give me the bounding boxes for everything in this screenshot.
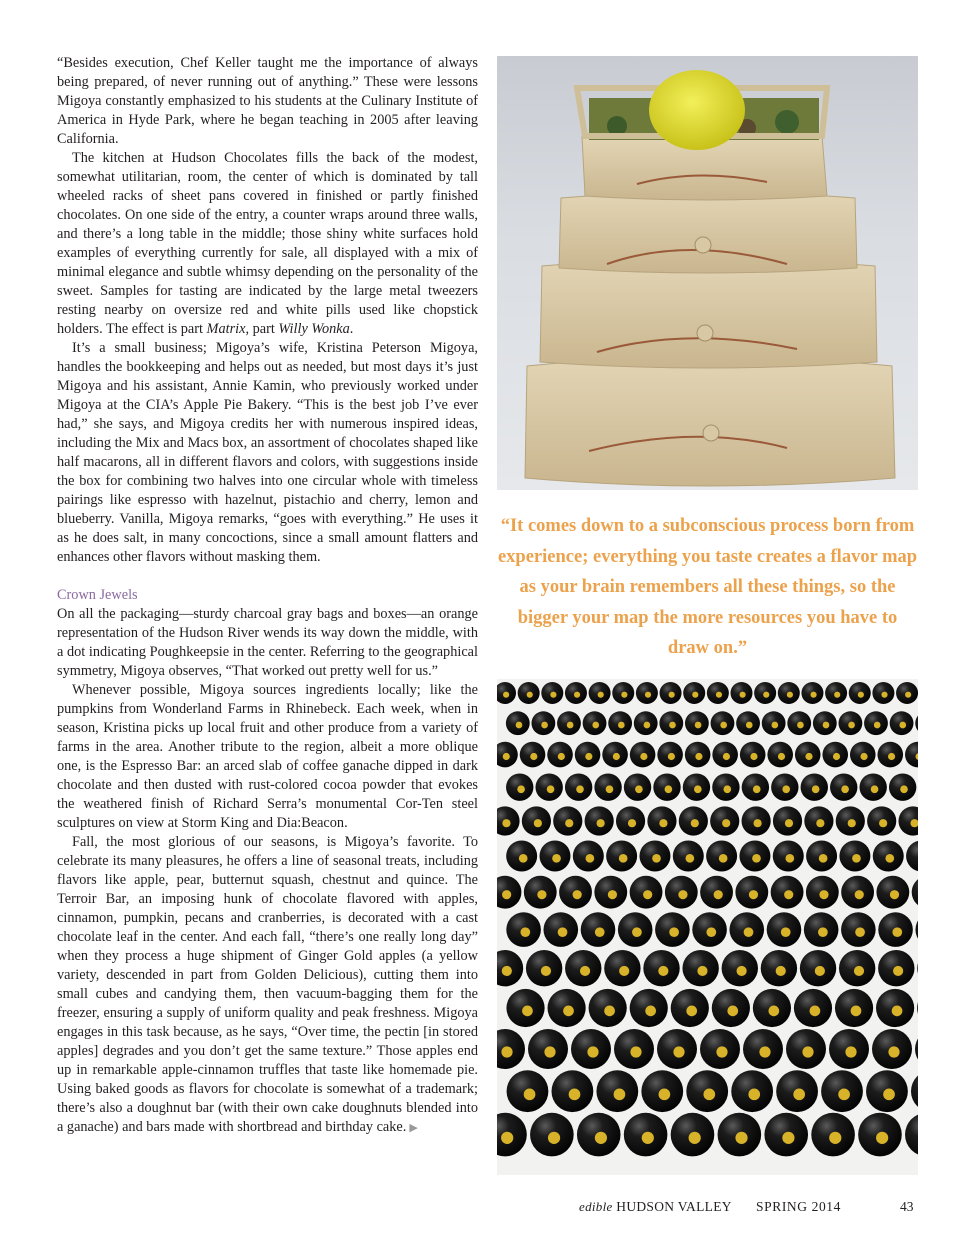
gold-leaf xyxy=(723,753,730,760)
gold-leaf xyxy=(706,927,716,937)
gold-leaf xyxy=(630,1046,641,1057)
gold-leaf xyxy=(740,692,746,698)
gold-leaf xyxy=(678,890,687,899)
gold-leaf xyxy=(522,1006,533,1017)
gold-leaf xyxy=(750,753,757,760)
truffle xyxy=(915,912,918,947)
truffle xyxy=(915,711,918,735)
truffle xyxy=(911,1070,918,1112)
gold-leaf xyxy=(604,1006,615,1017)
gold-leaf xyxy=(569,1088,581,1100)
gold-leaf xyxy=(852,854,861,863)
gold-leaf xyxy=(793,1088,805,1100)
gold-leaf xyxy=(598,692,604,698)
gold-leaf xyxy=(668,753,675,760)
gold-leaf xyxy=(748,1088,760,1100)
gold-leaf xyxy=(628,819,636,827)
gold-leaf xyxy=(716,692,722,698)
right-triangle-icon: ▶ xyxy=(409,1122,418,1134)
photo-stacked-wooden-boxes xyxy=(497,56,918,490)
gold-leaf xyxy=(695,722,702,729)
gold-leaf xyxy=(574,692,580,698)
gold-leaf xyxy=(548,1132,560,1144)
gold-leaf xyxy=(503,753,510,760)
gold-leaf xyxy=(643,890,652,899)
gold-leaf xyxy=(502,819,510,827)
gold-leaf xyxy=(697,966,707,976)
truffle xyxy=(905,742,918,768)
gold-leaf xyxy=(669,692,675,698)
gold-leaf xyxy=(787,692,793,698)
gold-leaf xyxy=(776,966,786,976)
section-subhead: Crown Jewels xyxy=(57,587,138,603)
gold-leaf xyxy=(851,1006,862,1017)
gold-leaf xyxy=(848,819,856,827)
gold-leaf xyxy=(642,1132,654,1144)
gold-leaf xyxy=(759,1046,770,1057)
gold-leaf xyxy=(567,722,574,729)
gold-leaf xyxy=(694,785,702,793)
gold-leaf xyxy=(885,854,894,863)
gold-leaf xyxy=(618,722,625,729)
gold-leaf xyxy=(763,692,769,698)
gold-leaf xyxy=(517,785,525,793)
issue-date: SPRING 2014 xyxy=(756,1199,841,1214)
gold-leaf xyxy=(703,1088,715,1100)
gold-leaf xyxy=(527,692,533,698)
gold-leaf xyxy=(720,722,727,729)
gold-leaf xyxy=(619,854,628,863)
gold-leaf xyxy=(752,854,761,863)
gold-leaf xyxy=(534,819,542,827)
gold-leaf xyxy=(819,854,828,863)
gold-leaf xyxy=(530,753,537,760)
gold-leaf xyxy=(784,890,793,899)
gold-leaf xyxy=(881,692,887,698)
gold-leaf xyxy=(815,966,825,976)
film-title: Matrix xyxy=(206,321,246,337)
gold-leaf xyxy=(892,1006,903,1017)
gold-leaf xyxy=(524,1088,536,1100)
gold-leaf xyxy=(686,1006,697,1017)
paragraph: Fall, the most glorious of our seasons, is Migoya’s favorite. To celebrate its many pleasures, he offers a line of seasonal treats, including flavors like apple, pear, butternut squash, chestnut and quince. The Terroir Bar, an imposing hunk of chocolate flavored with apples, cinnamon, pumpkin, pecans and cranberries, is decorated with a cast chocolate leaf in the center. And each fall, “there’s one really long day” when they process a huge shipment of Ginger Gold apples (a yellow variety, descended in part from Golden Delicious), cutting them into small cubes and candying them, then vacuum-bagging them for the freezer, ensuring a supply of uniform quality and peak freshness. Migoya engages in this task because, as he says, “Over time, the pectin [in stored apples] degrades and you don’t get the same texture.” Those apples end up in remarkable apple-cinnamon truffles that taste like homemade pie. Using baked goods as flavors for chocolate is somewhat of a trademark; there’s also a doughnut bar (with their own cake doughnuts blended into a ganache) and bars made with shortbread and birthday cake. ▶ xyxy=(57,834,478,1135)
gold-leaf xyxy=(735,1132,747,1144)
gold-leaf xyxy=(691,819,699,827)
gold-leaf xyxy=(819,890,828,899)
gold-leaf xyxy=(854,966,864,976)
gold-leaf xyxy=(879,819,887,827)
pull-quote: “It comes down to a subconscious process born from experience; everything you taste creates a flavor map as your brain remembers all these things, so the bigger your map the more resources you have to draw on.” xyxy=(497,516,918,658)
gold-leaf xyxy=(888,753,895,760)
gold-leaf xyxy=(848,722,855,729)
page-footer xyxy=(0,1199,960,1219)
gold-leaf xyxy=(855,927,865,937)
truffle xyxy=(912,876,918,909)
gold-leaf xyxy=(871,785,879,793)
gold-leaf xyxy=(613,753,620,760)
gold-leaf xyxy=(669,927,679,937)
gold-leaf xyxy=(640,753,647,760)
gold-leaf xyxy=(723,785,731,793)
gold-leaf xyxy=(580,966,590,976)
gold-leaf xyxy=(893,966,903,976)
boxes-illustration xyxy=(497,56,918,490)
gold-leaf xyxy=(669,722,676,729)
film-title: Willy Wonka xyxy=(278,321,350,337)
gold-leaf xyxy=(547,785,555,793)
gold-leaf xyxy=(619,966,629,976)
gold-leaf xyxy=(541,966,551,976)
truffle xyxy=(906,841,918,872)
gold-leaf xyxy=(516,722,523,729)
gold-leaf xyxy=(823,722,830,729)
gold-leaf xyxy=(502,966,512,976)
truffle xyxy=(905,1113,918,1157)
gold-leaf xyxy=(749,890,758,899)
gold-leaf xyxy=(614,1088,626,1100)
gold-leaf xyxy=(818,927,828,937)
gold-leaf xyxy=(519,854,528,863)
gold-leaf xyxy=(810,692,816,698)
gold-leaf xyxy=(841,785,849,793)
gold-leaf xyxy=(587,1046,598,1057)
truffle xyxy=(917,989,918,1027)
gold-leaf xyxy=(785,819,793,827)
gold-leaf xyxy=(834,692,840,698)
gold-leaf xyxy=(746,722,753,729)
gold-leaf xyxy=(812,785,820,793)
gold-leaf xyxy=(585,753,592,760)
gold-leaf xyxy=(621,692,627,698)
gold-leaf xyxy=(608,890,617,899)
gold-leaf xyxy=(719,854,728,863)
paragraph: Whenever possible, Migoya sources ingredients locally; like the pumpkins from Wonderland Farms in Rhinebeck. Each week, when in season, Kristina picks up local fruit and other produce from a variety of farms in the area. Another tribute to the region, albeit a more oblique one, is the Espresso Bar: an arced slab of coffee ganache dipped in dark chocolate and then dusted with rust-colored cocoa powder that evokes the weathered finish of Richard Serra’s monumental Cor-Ten steel sculptures on view at Storm King and Dia:Beacon. xyxy=(57,682,478,831)
gold-leaf xyxy=(829,1132,841,1144)
gold-leaf xyxy=(802,1046,813,1057)
gold-leaf xyxy=(501,1132,513,1144)
gold-leaf xyxy=(632,927,642,937)
gold-leaf xyxy=(782,1132,794,1144)
gold-leaf xyxy=(892,927,902,937)
gold-leaf xyxy=(876,1132,888,1144)
gold-leaf xyxy=(635,785,643,793)
gold-leaf xyxy=(592,722,599,729)
gold-leaf xyxy=(520,927,530,937)
paragraph: The kitchen at Hudson Chocolates fills the back of the modest, somewhat utilitarian, room, the center of which is dominated by tall wheeled racks of sheet pans covered in finished or partly finished chocolates. On one side of the entry, a counter wraps around three walls, and there’s a long table in the middle; those shiny white surfaces hold examples of everything currently for sale, all displayed with a mix of minimal elegance and subtle whimsy depending on the personality of the sweet. Samples for tasting are indicated by the large metal tweezers resting nearby on oversize red and white pills used like chopstick holders. The effect is part Matrix, part Willy Wonka. xyxy=(57,150,478,337)
gold-leaf xyxy=(797,722,804,729)
gold-leaf xyxy=(659,1088,671,1100)
gold-leaf xyxy=(665,785,673,793)
page-number: 43 xyxy=(900,1199,914,1214)
gold-leaf xyxy=(727,1006,738,1017)
gold-leaf xyxy=(899,722,906,729)
gold-leaf xyxy=(689,1132,701,1144)
gold-leaf xyxy=(573,890,582,899)
gold-leaf xyxy=(816,819,824,827)
gold-leaf xyxy=(905,692,911,698)
gold-leaf xyxy=(563,1006,574,1017)
gold-leaf xyxy=(781,927,791,937)
truffle-grid xyxy=(497,679,918,1175)
gold-leaf xyxy=(586,854,595,863)
gold-leaf xyxy=(645,1006,656,1017)
publication-name: edible HUDSON VALLEY xyxy=(579,1199,732,1214)
gold-leaf xyxy=(810,1006,821,1017)
gold-leaf xyxy=(772,722,779,729)
gold-leaf xyxy=(503,692,509,698)
gold-leaf xyxy=(550,692,556,698)
gold-leaf xyxy=(737,966,747,976)
gold-leaf xyxy=(890,890,899,899)
gold-leaf xyxy=(716,1046,727,1057)
gold-leaf xyxy=(874,722,881,729)
paragraph: It’s a small business; Migoya’s wife, Kristina Peterson Migoya, handles the bookkeeping and helps out as needed, but most days it’s just Migoya and his assistant, Annie Kamin, who previously worked under Migoya at the CIA’s Apple Pie Bakery. “This is the best job I’ve ever had,” she says, and Migoya credits her with numerous inspired ideas, including the Mix and Macs box, an assortment of chocolates shaped like half macarons, all in different flavors and colors, with suggestions inside the box for combining two halves into one circular whole with timeless pairings like espresso with hazelnut, pistachio and cherry, lemon and blueberry. Vanilla, Migoya remarks, “goes with everything.” He uses it as he does salt, in many concoctions, since a small amount flatters and enhances other flavors without masking them. xyxy=(57,340,478,565)
truffle xyxy=(915,1029,918,1069)
gold-leaf xyxy=(838,1088,850,1100)
gold-leaf xyxy=(692,692,698,698)
gold-leaf xyxy=(595,927,605,937)
gold-leaf xyxy=(805,753,812,760)
paragraph: On all the packaging—sturdy charcoal gray bags and boxes—an orange representation of the Hudson River wends its way down the middle, with a dot indicating Poughkeepsie in the center. Referring to the geographical symmetry, Migoya observes, “That worked out pretty well for us.” xyxy=(57,606,478,679)
gold-leaf xyxy=(695,753,702,760)
gold-leaf xyxy=(782,785,790,793)
article-column xyxy=(57,54,478,1138)
gold-leaf xyxy=(900,785,908,793)
gold-leaf xyxy=(644,722,651,729)
photo-chocolate-truffles xyxy=(497,679,918,1175)
gold-leaf xyxy=(501,1046,512,1057)
gold-leaf xyxy=(597,819,605,827)
gold-leaf xyxy=(652,854,661,863)
gold-leaf xyxy=(685,854,694,863)
gold-leaf xyxy=(645,692,651,698)
gold-leaf xyxy=(778,753,785,760)
gold-leaf xyxy=(606,785,614,793)
gold-leaf xyxy=(552,854,561,863)
gold-leaf xyxy=(753,819,761,827)
gold-leaf xyxy=(541,722,548,729)
gold-leaf xyxy=(883,1088,895,1100)
gold-leaf xyxy=(858,692,864,698)
truffle xyxy=(917,950,918,986)
gold-leaf xyxy=(855,890,864,899)
gold-leaf xyxy=(744,927,754,937)
gold-leaf xyxy=(714,890,723,899)
gold-leaf xyxy=(753,785,761,793)
gold-leaf xyxy=(658,966,668,976)
gold-leaf xyxy=(659,819,667,827)
gold-leaf xyxy=(595,1132,607,1144)
paragraph: “Besides execution, Chef Keller taught me the importance of always being prepared, of never running out of anything.” These were lessons Migoya constantly emphasized to his students at the Culinary Institute of America in Hyde Park, where he began teaching in 2005 after leaving California. xyxy=(57,55,478,147)
gold-leaf xyxy=(558,753,565,760)
gold-leaf xyxy=(576,785,584,793)
gold-leaf xyxy=(544,1046,555,1057)
gold-leaf xyxy=(502,890,511,899)
gold-leaf xyxy=(722,819,730,827)
gold-leaf xyxy=(565,819,573,827)
gold-leaf xyxy=(673,1046,684,1057)
gold-leaf xyxy=(833,753,840,760)
gold-leaf xyxy=(888,1046,899,1057)
gold-leaf xyxy=(860,753,867,760)
gold-leaf xyxy=(845,1046,856,1057)
gold-leaf xyxy=(558,927,568,937)
gold-leaf xyxy=(768,1006,779,1017)
gold-leaf xyxy=(537,890,546,899)
gold-leaf xyxy=(785,854,794,863)
